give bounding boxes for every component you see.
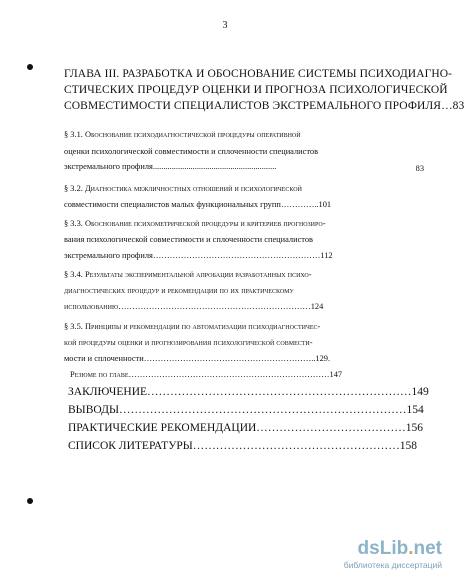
toc-entry-3-5-line-2: кой процедуры оценки и прогнозирования психологической совмести-	[64, 338, 313, 347]
toc-entry-3-3-line-1: § 3.3. Обоснование психометрической процедуры и критериев прогнозиро-	[64, 219, 326, 228]
toc-entry-3-3-line-3: экстремального профиля……………………………………………………112	[64, 251, 333, 260]
toc-entry-3-1-line-1: § 3.1. Обоснование психодиагностической процедуры оперативной	[64, 130, 301, 139]
toc-section-conclusion: ЗАКЛЮЧЕНИЕ……………………………………………………………149	[68, 386, 429, 398]
chapter-title-line-1: ГЛАВА III. РАЗРАБОТКА И ОБОСНОВАНИЕ СИСТЕМЫ ПСИХОДИАГНО-	[64, 68, 453, 80]
toc-section-findings: ВЫВОДЫ…………………………………………………………………154	[68, 404, 424, 416]
toc-entry-3-2-line-2: совместимости специалистов малых функциональных групп…………..101	[64, 200, 332, 209]
toc-entry-3-2-line-1: § 3.2. Диагностика межличностных отношений и психологической	[64, 184, 302, 193]
toc-entry-3-1-page: 83	[415, 164, 424, 173]
toc-entry-3-1-line-2: оценки психологической совместимости и сплоченности специалистов	[64, 147, 319, 156]
toc-entry-3-4-line-1: § 3.4. Результаты экспериментальной апробации разработанных психо-	[64, 270, 312, 279]
margin-dot-bottom	[27, 498, 33, 504]
toc-section-recommendations: ПРАКТИЧЕСКИЕ РЕКОМЕНДАЦИИ…………………………………156	[68, 422, 424, 434]
toc-entry-3-4-line-3: использованию……………………………………………………………124	[64, 302, 324, 311]
chapter-title-line-2: СТИЧЕСКИХ ПРОЦЕДУР ОЦЕНКИ И ПРОГНОЗА ПСИХОЛОГИЧЕСКОЙ	[64, 84, 448, 96]
toc-entry-resume: Резюме по главе………………………………………………………………147	[70, 370, 343, 379]
toc-section-references: СПИСОК ЛИТЕРАТУРЫ………………………………………………158	[68, 440, 418, 452]
toc-entry-3-3-line-2: вания психологической совместимости и сплоченности специалистов	[64, 235, 313, 244]
toc-entry-3-5-line-3: мости и сплоченности……………………………………………………..129.	[64, 354, 331, 363]
watermark-subtitle: библиотека диссертаций	[343, 560, 442, 570]
watermark-logo: dsLib.net	[357, 538, 442, 559]
watermark	[332, 538, 442, 570]
toc-entry-3-5-line-1: § 3.5. Принципы и рекомендации по автоматизации психодиагностичес-	[64, 322, 321, 331]
page-number: 3	[222, 20, 228, 31]
toc-entry-3-1-line-3: экстремального профиля...........................................................	[64, 162, 277, 171]
chapter-title-line-3: СОВМЕСТИМОСТИ СПЕЦИАЛИСТОВ ЭКСТРЕМАЛЬНОГО ПРОФИЛЯ…83	[64, 100, 464, 112]
toc-entry-3-4-line-2: диагностических процедур и рекомендации по их практическому	[64, 286, 294, 295]
margin-dot-top	[27, 64, 33, 70]
